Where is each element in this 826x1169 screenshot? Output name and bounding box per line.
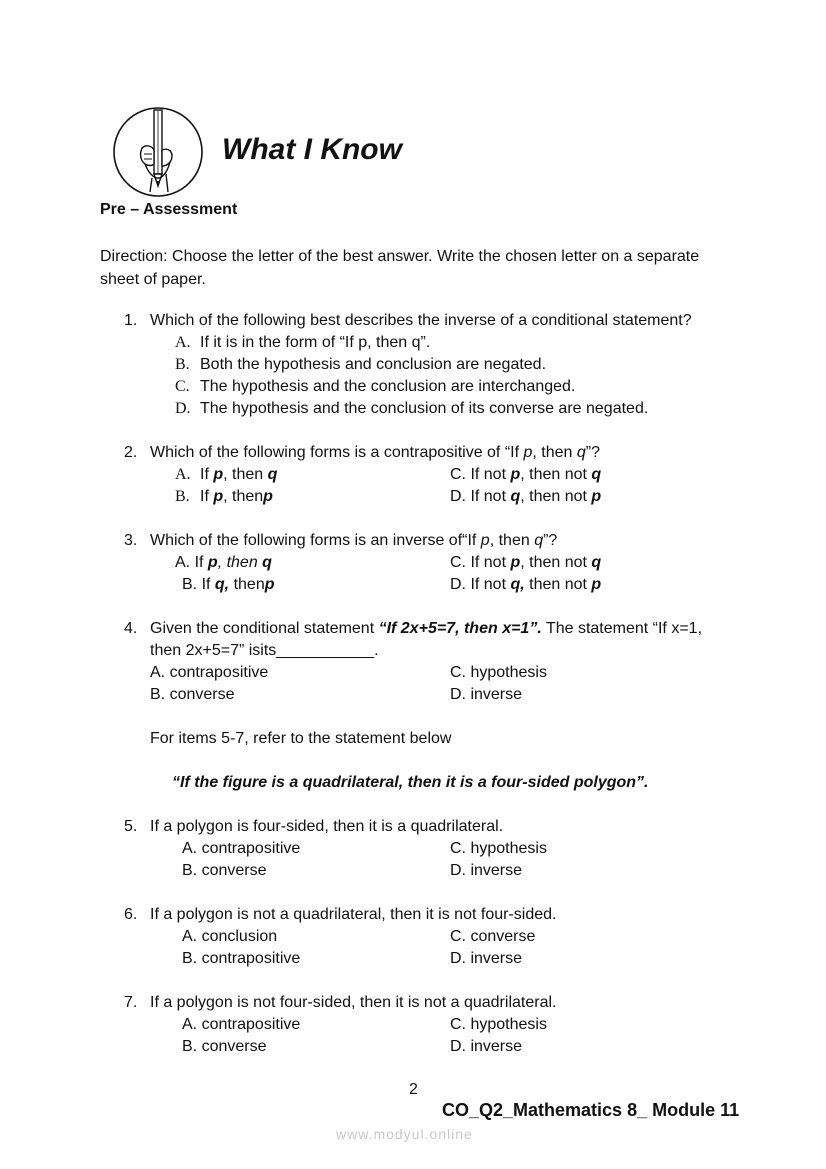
option-a: If p, then q	[200, 466, 278, 483]
option-c: The hypothesis and the conclusion are interchanged.	[200, 378, 576, 395]
module-label: CO_Q2_Mathematics 8_ Module 11	[442, 1100, 740, 1120]
option-a: A. contrapositive	[182, 840, 301, 857]
question-text: If a polygon is not a quadrilateral, then it is not four-sided.	[150, 906, 557, 923]
question-text: Which of the following forms is a contrapositive of “If p, then q”?	[150, 444, 601, 461]
question-text-line-2: then 2x+5=7” isits___________.	[150, 642, 379, 659]
section-subtitle: Pre – Assessment	[100, 201, 238, 218]
hand-pencil-icon	[112, 106, 204, 198]
question-number: 2.	[124, 444, 138, 461]
option-letter: D.	[175, 400, 191, 417]
option-letter: B.	[175, 488, 190, 505]
option-c: C. hypothesis	[450, 664, 547, 681]
option-c: C. hypothesis	[450, 840, 547, 857]
question-text: Which of the following best describes the inverse of a conditional statement?	[150, 312, 692, 329]
option-letter: A.	[175, 466, 191, 483]
option-d: D. inverse	[450, 686, 523, 703]
option-b: B. converse	[150, 686, 235, 703]
option-c: C. converse	[450, 928, 536, 945]
option-c: C. If not p, then not q	[450, 554, 602, 571]
question-number: 4.	[124, 620, 138, 637]
option-b: B. converse	[182, 862, 267, 879]
option-d: D. If not q, then not p	[450, 576, 602, 593]
question-number: 7.	[124, 994, 138, 1011]
option-b: Both the hypothesis and conclusion are negated.	[200, 356, 547, 373]
option-d: D. inverse	[450, 1038, 523, 1055]
items-note: For items 5-7, refer to the statement below	[150, 730, 452, 747]
page-number: 2	[409, 1081, 418, 1098]
page-title: What I Know	[222, 133, 402, 166]
option-a: A. contrapositive	[150, 664, 269, 681]
question-text: If a polygon is not four-sided, then it is not a quadrilateral.	[150, 994, 557, 1011]
option-a: If it is in the form of “If p, then q”.	[200, 334, 431, 351]
option-c: C. If not p, then not q	[450, 466, 602, 483]
option-b: B. converse	[182, 1038, 267, 1055]
option-d: D. If not q, then not p	[450, 488, 602, 505]
option-a: A. conclusion	[182, 928, 278, 945]
option-d: D. inverse	[450, 950, 523, 967]
option-b: B. If q, thenp	[182, 576, 275, 593]
option-c: C. hypothesis	[450, 1016, 547, 1033]
option-letter: A.	[175, 334, 191, 351]
option-d: D. inverse	[450, 862, 523, 879]
reference-statement: “If the figure is a quadrilateral, then it is a four-sided polygon”.	[172, 774, 649, 791]
option-a: A. contrapositive	[182, 1016, 301, 1033]
watermark: www.modyul.online	[336, 1126, 473, 1142]
option-letter: B.	[175, 356, 190, 373]
question-number: 1.	[124, 312, 138, 329]
option-b: If p, thenp	[200, 488, 273, 505]
option-b: B. contrapositive	[182, 950, 301, 967]
question-number: 5.	[124, 818, 138, 835]
question-text: If a polygon is four-sided, then it is a quadrilateral.	[150, 818, 504, 835]
question-text: Which of the following forms is an inverse of“If p, then q”?	[150, 532, 558, 549]
option-d: The hypothesis and the conclusion of its converse are negated.	[200, 400, 649, 417]
question-number: 3.	[124, 532, 138, 549]
question-number: 6.	[124, 906, 138, 923]
question-text: Given the conditional statement “If 2x+5=7, then x=1”. The statement “If x=1,	[150, 620, 703, 637]
option-letter: C.	[175, 378, 190, 395]
option-a: A. If p, then q	[175, 554, 272, 571]
direction-text: Direction: Choose the letter of the best answer. Write the chosen letter on a separate sheet of paper.	[100, 248, 700, 288]
